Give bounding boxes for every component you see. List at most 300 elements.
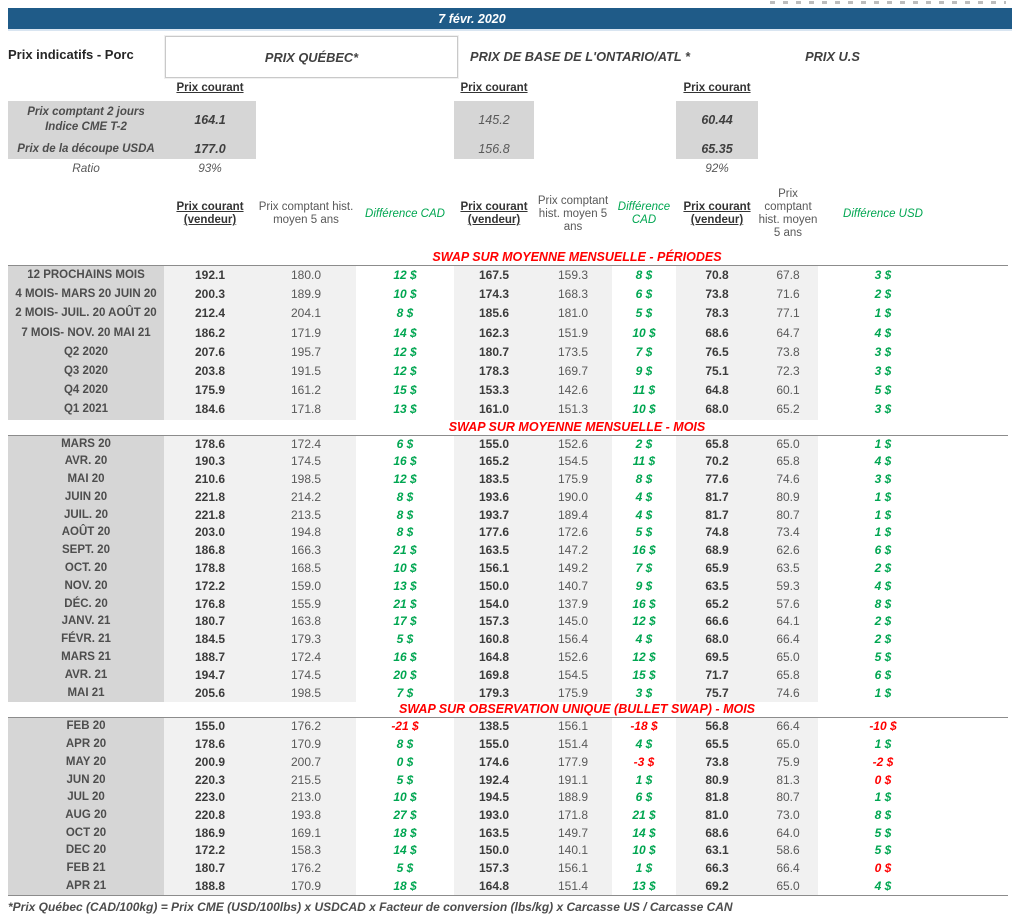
section-title: SWAP SUR MOYENNE MENSUELLE - PÉRIODES bbox=[432, 250, 722, 264]
price-current: 75.7 bbox=[676, 685, 758, 703]
price-current: 172.2 bbox=[164, 578, 256, 596]
price-hist: 151.3 bbox=[534, 400, 612, 419]
price-current: 68.0 bbox=[676, 400, 758, 419]
price-hist: 66.4 bbox=[758, 860, 818, 878]
price-current: 179.3 bbox=[454, 685, 534, 703]
price-hist: 74.6 bbox=[758, 471, 818, 489]
price-hist: 65.8 bbox=[758, 453, 818, 471]
price-diff: 6 $ bbox=[874, 667, 892, 682]
spot-header-us: Prix courant bbox=[683, 82, 751, 94]
price-hist: 151.9 bbox=[534, 324, 612, 343]
price-current: 177.6 bbox=[454, 524, 534, 542]
price-hist: 191.5 bbox=[256, 362, 356, 381]
price-current: 65.2 bbox=[676, 596, 758, 614]
price-current: 77.6 bbox=[676, 471, 758, 489]
price-diff: 2 $ bbox=[635, 436, 653, 451]
price-current: 172.2 bbox=[164, 842, 256, 860]
spot-value-quebec: 177.0 bbox=[164, 139, 256, 159]
price-diff: 10 $ bbox=[393, 561, 417, 576]
price-diff: 5 $ bbox=[635, 525, 653, 540]
price-current: 81.7 bbox=[676, 507, 758, 525]
price-hist: 145.0 bbox=[534, 613, 612, 631]
price-hist: 159.3 bbox=[534, 266, 612, 285]
price-current: 220.8 bbox=[164, 807, 256, 825]
row-label: DEC 20 bbox=[8, 842, 164, 860]
price-hist: 64.0 bbox=[758, 825, 818, 843]
row-label: DÉC. 20 bbox=[8, 596, 164, 614]
price-current: 150.0 bbox=[454, 578, 534, 596]
price-diff: 21 $ bbox=[632, 807, 656, 822]
swap-section bbox=[0, 420, 1024, 703]
price-hist: 62.6 bbox=[758, 542, 818, 560]
table-row bbox=[8, 436, 948, 454]
price-current: 157.3 bbox=[454, 860, 534, 878]
price-hist: 71.6 bbox=[758, 285, 818, 304]
price-hist: 204.1 bbox=[256, 304, 356, 323]
price-hist: 57.6 bbox=[758, 596, 818, 614]
price-diff: 12 $ bbox=[632, 614, 656, 629]
price-current: 164.8 bbox=[454, 649, 534, 667]
price-diff: 1 $ bbox=[874, 525, 892, 540]
price-hist: 58.6 bbox=[758, 842, 818, 860]
price-current: 157.3 bbox=[454, 613, 534, 631]
table-row bbox=[8, 578, 948, 596]
price-hist: 74.6 bbox=[758, 685, 818, 703]
price-current: 180.7 bbox=[164, 860, 256, 878]
price-current: 175.9 bbox=[164, 381, 256, 400]
price-hist: 170.9 bbox=[256, 736, 356, 754]
swap-sections bbox=[0, 250, 1024, 914]
table-row bbox=[8, 304, 948, 323]
price-diff: 4 $ bbox=[635, 737, 653, 752]
price-hist: 175.9 bbox=[534, 685, 612, 703]
price-diff: 6 $ bbox=[874, 543, 892, 558]
price-hist: 156.4 bbox=[534, 631, 612, 649]
spot-row-usda bbox=[8, 139, 948, 159]
row-label: APR 21 bbox=[8, 878, 164, 896]
price-diff: 12 $ bbox=[393, 363, 417, 378]
table-row bbox=[8, 649, 948, 667]
price-hist: 156.1 bbox=[534, 718, 612, 736]
region-label-ontario: PRIX DE BASE DE L'ONTARIO/ATL * bbox=[470, 48, 690, 64]
table-row bbox=[8, 266, 948, 285]
spot-value-ontario: 145.2 bbox=[454, 101, 534, 139]
price-hist: 155.9 bbox=[256, 596, 356, 614]
price-current: 63.1 bbox=[676, 842, 758, 860]
price-current: 78.3 bbox=[676, 304, 758, 323]
price-diff: 1 $ bbox=[874, 436, 892, 451]
price-diff: 16 $ bbox=[393, 650, 417, 665]
price-hist: 172.6 bbox=[534, 524, 612, 542]
price-diff: 13 $ bbox=[393, 402, 417, 417]
price-current: 220.3 bbox=[164, 772, 256, 790]
price-diff: 5 $ bbox=[874, 843, 892, 858]
table-row bbox=[8, 860, 948, 878]
price-diff: 27 $ bbox=[393, 807, 417, 822]
price-current: 155.0 bbox=[454, 736, 534, 754]
row-label: MAY 20 bbox=[8, 754, 164, 772]
table-row bbox=[8, 524, 948, 542]
row-label: MAI 21 bbox=[8, 685, 164, 703]
price-hist: 140.7 bbox=[534, 578, 612, 596]
section-table bbox=[8, 265, 1008, 420]
price-hist: 140.1 bbox=[534, 842, 612, 860]
row-label: OCT. 20 bbox=[8, 560, 164, 578]
spot-row-label: Prix comptant 2 jours Indice CME T-2 bbox=[8, 101, 164, 139]
price-current: 163.5 bbox=[454, 542, 534, 560]
row-label: FÉVR. 21 bbox=[8, 631, 164, 649]
price-hist: 80.7 bbox=[758, 507, 818, 525]
header-on-current: Prix courant (vendeur) bbox=[460, 201, 528, 226]
row-label: 7 MOIS- NOV. 20 MAI 21 bbox=[8, 324, 164, 343]
row-label: AOÛT 20 bbox=[8, 524, 164, 542]
price-hist: 166.3 bbox=[256, 542, 356, 560]
price-current: 193.7 bbox=[454, 507, 534, 525]
price-current: 223.0 bbox=[164, 789, 256, 807]
spot-row-label: Prix de la découpe USDA bbox=[8, 139, 164, 159]
spot-column-headers bbox=[8, 82, 948, 94]
section-table bbox=[8, 717, 1008, 896]
row-label: AVR. 21 bbox=[8, 667, 164, 685]
price-diff: 17 $ bbox=[393, 614, 417, 629]
price-current: 200.3 bbox=[164, 285, 256, 304]
price-hist: 65.0 bbox=[758, 878, 818, 896]
row-label: MARS 21 bbox=[8, 649, 164, 667]
price-current: 184.6 bbox=[164, 400, 256, 419]
price-hist: 151.4 bbox=[534, 736, 612, 754]
price-current: 68.0 bbox=[676, 631, 758, 649]
price-diff: 4 $ bbox=[874, 325, 892, 340]
table-row bbox=[8, 489, 948, 507]
price-current: 183.5 bbox=[454, 471, 534, 489]
section-title: SWAP SUR OBSERVATION UNIQUE (BULLET SWAP) - MOIS bbox=[398, 702, 756, 717]
price-hist: 137.9 bbox=[534, 596, 612, 614]
price-diff: 10 $ bbox=[393, 287, 417, 302]
price-diff: 8 $ bbox=[396, 306, 414, 321]
spot-price-table bbox=[0, 101, 948, 177]
price-hist: 73.4 bbox=[758, 524, 818, 542]
price-hist: 65.0 bbox=[758, 736, 818, 754]
price-current: 69.2 bbox=[676, 878, 758, 896]
price-hist: 59.3 bbox=[758, 578, 818, 596]
row-label: 4 MOIS- MARS 20 JUIN 20 bbox=[8, 285, 164, 304]
price-hist: 170.9 bbox=[256, 878, 356, 896]
row-label: AVR. 20 bbox=[8, 453, 164, 471]
price-current: 65.9 bbox=[676, 560, 758, 578]
price-hist: 181.0 bbox=[534, 304, 612, 323]
table-row bbox=[8, 324, 948, 343]
price-diff: 2 $ bbox=[874, 632, 892, 647]
price-hist: 77.1 bbox=[758, 304, 818, 323]
table-row bbox=[8, 381, 948, 400]
row-label: Q2 2020 bbox=[8, 343, 164, 362]
price-diff: 7 $ bbox=[635, 561, 653, 576]
price-diff: 8 $ bbox=[635, 472, 653, 487]
price-diff: 4 $ bbox=[635, 632, 653, 647]
price-hist: 147.2 bbox=[534, 542, 612, 560]
section-title: SWAP SUR MOYENNE MENSUELLE - MOIS bbox=[448, 419, 706, 434]
price-diff: 5 $ bbox=[874, 650, 892, 665]
ratio-quebec: 93% bbox=[198, 161, 222, 175]
price-current: 73.8 bbox=[676, 285, 758, 304]
price-hist: 73.0 bbox=[758, 807, 818, 825]
price-hist: 188.9 bbox=[534, 789, 612, 807]
price-hist: 198.5 bbox=[256, 685, 356, 703]
price-diff: 3 $ bbox=[874, 268, 892, 282]
report-date: 7 févr. 2020 bbox=[438, 11, 506, 26]
row-label: APR 20 bbox=[8, 736, 164, 754]
price-hist: 75.9 bbox=[758, 754, 818, 772]
price-hist: 159.0 bbox=[256, 578, 356, 596]
price-current: 193.6 bbox=[454, 489, 534, 507]
price-current: 207.6 bbox=[164, 343, 256, 362]
price-diff: 1 $ bbox=[874, 489, 892, 504]
price-hist: 156.1 bbox=[534, 860, 612, 878]
price-current: 188.8 bbox=[164, 878, 256, 896]
price-diff: 1 $ bbox=[635, 772, 653, 787]
price-diff: 1 $ bbox=[874, 790, 892, 805]
price-current: 70.2 bbox=[676, 453, 758, 471]
price-diff: 7 $ bbox=[396, 685, 414, 700]
row-label: NOV. 20 bbox=[8, 578, 164, 596]
row-label: JANV. 21 bbox=[8, 613, 164, 631]
price-diff: 16 $ bbox=[632, 596, 656, 611]
price-hist: 81.3 bbox=[758, 772, 818, 790]
price-diff: 15 $ bbox=[393, 383, 417, 398]
price-diff: 5 $ bbox=[396, 860, 414, 875]
section-table bbox=[8, 435, 1008, 703]
table-row bbox=[8, 471, 948, 489]
price-current: 161.0 bbox=[454, 400, 534, 419]
price-diff: 3 $ bbox=[874, 363, 892, 378]
price-current: 210.6 bbox=[164, 471, 256, 489]
price-diff: 0 $ bbox=[874, 860, 892, 875]
price-diff: 8 $ bbox=[635, 268, 653, 282]
price-current: 162.3 bbox=[454, 324, 534, 343]
price-hist: 151.4 bbox=[534, 878, 612, 896]
price-hist: 149.2 bbox=[534, 560, 612, 578]
price-diff: 11 $ bbox=[632, 454, 656, 469]
price-current: 75.1 bbox=[676, 362, 758, 381]
price-hist: 173.5 bbox=[534, 343, 612, 362]
price-diff: 4 $ bbox=[874, 878, 892, 893]
price-diff: 0 $ bbox=[874, 772, 892, 787]
price-diff: 2 $ bbox=[874, 614, 892, 629]
price-hist: 64.1 bbox=[758, 613, 818, 631]
table-row bbox=[8, 631, 948, 649]
price-current: 74.8 bbox=[676, 524, 758, 542]
price-diff: 15 $ bbox=[632, 667, 656, 682]
price-diff: -21 $ bbox=[391, 719, 419, 734]
price-diff: 0 $ bbox=[396, 754, 414, 769]
price-current: 153.3 bbox=[454, 381, 534, 400]
price-current: 164.8 bbox=[454, 878, 534, 896]
price-hist: 174.5 bbox=[256, 453, 356, 471]
price-hist: 72.3 bbox=[758, 362, 818, 381]
price-diff: 21 $ bbox=[393, 596, 417, 611]
date-bar bbox=[8, 8, 1012, 31]
price-hist: 214.2 bbox=[256, 489, 356, 507]
price-hist: 171.8 bbox=[256, 400, 356, 419]
price-hist: 154.5 bbox=[534, 667, 612, 685]
price-diff: 8 $ bbox=[874, 596, 892, 611]
price-hist: 193.8 bbox=[256, 807, 356, 825]
price-diff: 2 $ bbox=[874, 287, 892, 302]
price-current: 186.8 bbox=[164, 542, 256, 560]
table-row bbox=[8, 343, 948, 362]
spot-value-us: 65.35 bbox=[676, 139, 758, 159]
region-label-quebec: PRIX QUÉBEC* bbox=[264, 49, 359, 65]
price-diff: 20 $ bbox=[393, 667, 417, 682]
price-current: 221.8 bbox=[164, 489, 256, 507]
price-diff: 8 $ bbox=[396, 489, 414, 504]
price-diff: 4 $ bbox=[635, 489, 653, 504]
price-current: 73.8 bbox=[676, 754, 758, 772]
price-current: 68.6 bbox=[676, 324, 758, 343]
price-current: 221.8 bbox=[164, 507, 256, 525]
price-diff: 4 $ bbox=[874, 578, 892, 593]
price-diff: 14 $ bbox=[393, 843, 417, 858]
price-diff: 2 $ bbox=[874, 561, 892, 576]
price-current: 194.7 bbox=[164, 667, 256, 685]
price-hist: 191.1 bbox=[534, 772, 612, 790]
row-label: MARS 20 bbox=[8, 436, 164, 454]
price-current: 169.8 bbox=[454, 667, 534, 685]
price-hist: 63.5 bbox=[758, 560, 818, 578]
price-diff: 10 $ bbox=[632, 325, 656, 340]
main-column-headers bbox=[8, 180, 948, 248]
price-hist: 189.9 bbox=[256, 285, 356, 304]
table-row bbox=[8, 772, 948, 790]
price-diff: 12 $ bbox=[393, 344, 417, 359]
table-row bbox=[8, 789, 948, 807]
price-diff: 14 $ bbox=[632, 825, 656, 840]
price-current: 186.2 bbox=[164, 324, 256, 343]
price-diff: 8 $ bbox=[396, 525, 414, 540]
price-hist: 180.0 bbox=[256, 266, 356, 285]
price-hist: 174.5 bbox=[256, 667, 356, 685]
price-current: 174.6 bbox=[454, 754, 534, 772]
price-hist: 171.9 bbox=[256, 324, 356, 343]
price-diff: 16 $ bbox=[632, 543, 656, 558]
row-label: AUG 20 bbox=[8, 807, 164, 825]
row-label: Q3 2020 bbox=[8, 362, 164, 381]
row-label: JUL 20 bbox=[8, 789, 164, 807]
table-row bbox=[8, 613, 948, 631]
price-hist: 168.5 bbox=[256, 560, 356, 578]
header-us-current: Prix courant (vendeur) bbox=[683, 201, 751, 226]
price-current: 178.6 bbox=[164, 736, 256, 754]
price-hist: 169.7 bbox=[534, 362, 612, 381]
price-diff: 6 $ bbox=[396, 436, 414, 451]
table-row bbox=[8, 507, 948, 525]
price-current: 186.9 bbox=[164, 825, 256, 843]
price-diff: 9 $ bbox=[635, 578, 653, 593]
price-diff: 12 $ bbox=[632, 650, 656, 665]
table-row bbox=[8, 400, 948, 419]
price-current: 203.8 bbox=[164, 362, 256, 381]
price-current: 205.6 bbox=[164, 685, 256, 703]
spot-row-ratio bbox=[8, 159, 948, 177]
table-row bbox=[8, 878, 948, 896]
row-label: JUIL. 20 bbox=[8, 507, 164, 525]
price-current: 65.5 bbox=[676, 736, 758, 754]
table-row bbox=[8, 667, 948, 685]
ratio-us: 92% bbox=[705, 161, 729, 175]
row-label: Q4 2020 bbox=[8, 381, 164, 400]
price-current: 156.1 bbox=[454, 560, 534, 578]
price-hist: 195.7 bbox=[256, 343, 356, 362]
price-diff: -3 $ bbox=[633, 754, 655, 769]
price-hist: 66.4 bbox=[758, 631, 818, 649]
price-hist: 177.9 bbox=[534, 754, 612, 772]
price-current: 155.0 bbox=[164, 718, 256, 736]
swap-section bbox=[0, 250, 1024, 420]
price-hist: 60.1 bbox=[758, 381, 818, 400]
price-hist: 189.4 bbox=[534, 507, 612, 525]
price-current: 71.7 bbox=[676, 667, 758, 685]
price-current: 163.5 bbox=[454, 825, 534, 843]
price-hist: 172.4 bbox=[256, 436, 356, 454]
price-current: 178.8 bbox=[164, 560, 256, 578]
price-hist: 152.6 bbox=[534, 436, 612, 454]
price-current: 81.7 bbox=[676, 489, 758, 507]
swap-section bbox=[0, 702, 1024, 896]
price-current: 68.6 bbox=[676, 825, 758, 843]
spot-value-us: 60.44 bbox=[676, 101, 758, 139]
header-qc-hist: Prix comptant hist. moyen 5 ans bbox=[258, 201, 354, 226]
table-row bbox=[8, 718, 948, 736]
spot-value-quebec: 164.1 bbox=[164, 101, 256, 139]
price-diff: 16 $ bbox=[393, 454, 417, 469]
price-hist: 169.1 bbox=[256, 825, 356, 843]
header-us-diff: Différence USD bbox=[843, 207, 923, 220]
price-diff: 1 $ bbox=[874, 507, 892, 522]
price-current: 70.8 bbox=[676, 266, 758, 285]
spot-header-ontario: Prix courant bbox=[460, 82, 528, 94]
price-diff: 3 $ bbox=[874, 472, 892, 487]
price-current: 200.9 bbox=[164, 754, 256, 772]
price-current: 185.6 bbox=[454, 304, 534, 323]
header-on-diff: Différence CAD bbox=[617, 201, 671, 226]
price-current: 66.6 bbox=[676, 613, 758, 631]
price-hist: 65.0 bbox=[758, 649, 818, 667]
price-diff: 10 $ bbox=[632, 843, 656, 858]
price-current: 154.0 bbox=[454, 596, 534, 614]
region-header bbox=[0, 36, 1024, 78]
price-diff: 21 $ bbox=[393, 543, 417, 558]
price-diff: 3 $ bbox=[874, 402, 892, 417]
price-diff: 1 $ bbox=[874, 685, 892, 700]
price-current: 167.5 bbox=[454, 266, 534, 285]
price-hist: 80.9 bbox=[758, 489, 818, 507]
header-qc-diff: Différence CAD bbox=[365, 207, 445, 220]
price-current: 138.5 bbox=[454, 718, 534, 736]
row-label: JUIN 20 bbox=[8, 489, 164, 507]
table-row bbox=[8, 596, 948, 614]
price-current: 184.5 bbox=[164, 631, 256, 649]
table-row bbox=[8, 560, 948, 578]
price-current: 194.5 bbox=[454, 789, 534, 807]
row-label: FEB 21 bbox=[8, 860, 164, 878]
price-hist: 149.7 bbox=[534, 825, 612, 843]
price-current: 174.3 bbox=[454, 285, 534, 304]
header-on-hist: Prix comptant hist. moyen 5 ans bbox=[537, 194, 609, 233]
price-diff: -10 $ bbox=[869, 719, 897, 734]
price-diff: 3 $ bbox=[874, 344, 892, 359]
price-current: 203.0 bbox=[164, 524, 256, 542]
price-hist: 213.5 bbox=[256, 507, 356, 525]
